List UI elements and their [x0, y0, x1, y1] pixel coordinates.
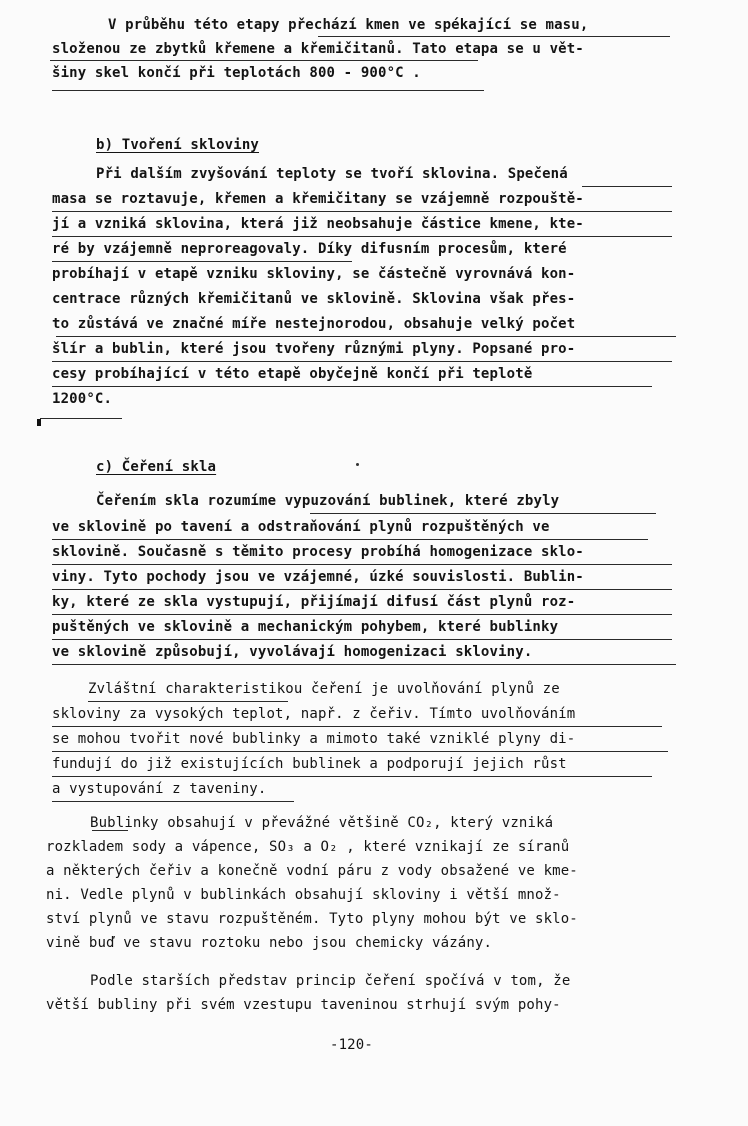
section-c-line: sklovině. Současně s těmito procesy probíhá homogenizace sklo-	[52, 544, 584, 560]
section-b-line: to zůstává ve značné míře nestejnorodou, obsahuje velký počet	[52, 316, 576, 332]
pen-underline	[318, 36, 670, 37]
pen-underline	[52, 801, 294, 802]
pen-underline	[52, 639, 672, 640]
pen-underline	[50, 60, 478, 61]
section-c-line: fundují do již existujících bublinek a podporují jejich růst	[52, 756, 567, 772]
page-number: -120-	[330, 1037, 373, 1053]
pen-underline	[52, 261, 352, 262]
pen-underline	[92, 830, 128, 831]
section-c-line: Bublinky obsahují v převážné většině CO₂, který vzniká	[90, 815, 554, 831]
intro-line: šiny skel končí při teplotách 800 - 900°C .	[52, 65, 421, 81]
section-c-line: a některých čeřiv a konečně vodní páru z vody obsažené ve kme-	[46, 863, 578, 879]
section-c-line: Podle starších představ princip čeření spočívá v tom, že	[90, 973, 571, 989]
intro-line: složenou ze zbytků křemene a křemičitanů. Tato etapa se u vět-	[52, 41, 584, 57]
pen-underline	[88, 701, 288, 702]
section-b-line: cesy probíhající v této etapě obyčejně končí při teplotě	[52, 366, 533, 382]
section-c-line: Zvláštní charakteristikou čeření je uvolňování plynů ze	[88, 681, 560, 697]
section-c-line: ni. Vedle plynů v bublinkách obsahují skloviny i větší množ-	[46, 887, 561, 903]
pen-underline	[310, 513, 656, 514]
section-b-line: šlír a bublin, které jsou tvořeny různými plyny. Popsané pro-	[52, 341, 576, 357]
section-c-line: viny. Tyto pochody jsou ve vzájemné, úzké souvislosti. Bublin-	[52, 569, 584, 585]
ink-dot	[356, 463, 359, 466]
section-c-line: Čeřením skla rozumíme vypuzování bublinek, které zbyly	[96, 493, 560, 509]
section-c-line: skloviny za vysokých teplot, např. z čeřiv. Tímto uvolňováním	[52, 706, 576, 722]
pen-underline	[52, 589, 672, 590]
section-c-line: a vystupování z taveniny.	[52, 781, 267, 797]
section-c-line: rozkladem sody a vápence, SO₃ a O₂ , které vznikají ze síranů	[46, 839, 570, 855]
pen-underline	[52, 564, 672, 565]
section-b-line: jí a vzniká sklovina, která již neobsahuje částice kmene, kte-	[52, 216, 584, 232]
pen-underline	[40, 418, 122, 419]
pen-underline	[582, 186, 672, 187]
margin-mark	[37, 419, 41, 426]
pen-underline	[52, 361, 672, 362]
section-b-line: probíhají v etapě vzniku skloviny, se částečně vyrovnává kon-	[52, 266, 576, 282]
section-c-line: větší bubliny při svém vzestupu taveninou strhují svým pohy-	[46, 997, 561, 1013]
pen-underline	[52, 211, 672, 212]
section-c-line: ve sklovině po tavení a odstraňování plynů rozpuštěných ve	[52, 519, 550, 535]
section-b-line: centrace různých křemičitanů ve sklovině. Sklovina však přes-	[52, 291, 576, 307]
pen-underline	[52, 236, 672, 237]
section-c-line: se mohou tvořit nové bublinky a mimoto také vzniklé plyny di-	[52, 731, 576, 747]
pen-underline	[52, 386, 652, 387]
pen-underline	[52, 776, 652, 777]
section-c-line: ství plynů ve stavu rozpuštěném. Tyto plyny mohou být ve sklo-	[46, 911, 578, 927]
section-b-line: masa se roztavuje, křemen a křemičitany se vzájemně rozpouště-	[52, 191, 584, 207]
section-b-heading: b) Tvoření skloviny	[96, 137, 259, 153]
pen-underline	[52, 751, 668, 752]
pen-underline	[52, 90, 484, 91]
section-c-line: ve sklovině způsobují, vyvolávají homogenizaci skloviny.	[52, 644, 533, 660]
section-c-line: ky, které ze skla vystupují, přijímají difusí část plynů roz-	[52, 594, 576, 610]
pen-underline	[52, 539, 648, 540]
pen-underline	[52, 614, 672, 615]
pen-underline	[56, 336, 676, 337]
section-c-heading: c) Čeření skla	[96, 459, 217, 475]
pen-underline	[52, 726, 662, 727]
section-b-line: Při dalším zvyšování teploty se tvoří sklovina. Spečená	[96, 166, 568, 182]
pen-underline	[52, 664, 676, 665]
section-b-line: 1200°C.	[52, 391, 113, 407]
section-b-line: ré by vzájemně neproreagovaly. Díky difusním procesům, které	[52, 241, 567, 257]
section-c-line: puštěných ve sklovině a mechanickým pohybem, které bublinky	[52, 619, 559, 635]
section-c-line: vině buď ve stavu roztoku nebo jsou chemicky vázány.	[46, 935, 493, 951]
intro-line: V průběhu této etapy přechází kmen ve spékající se masu,	[108, 17, 589, 33]
